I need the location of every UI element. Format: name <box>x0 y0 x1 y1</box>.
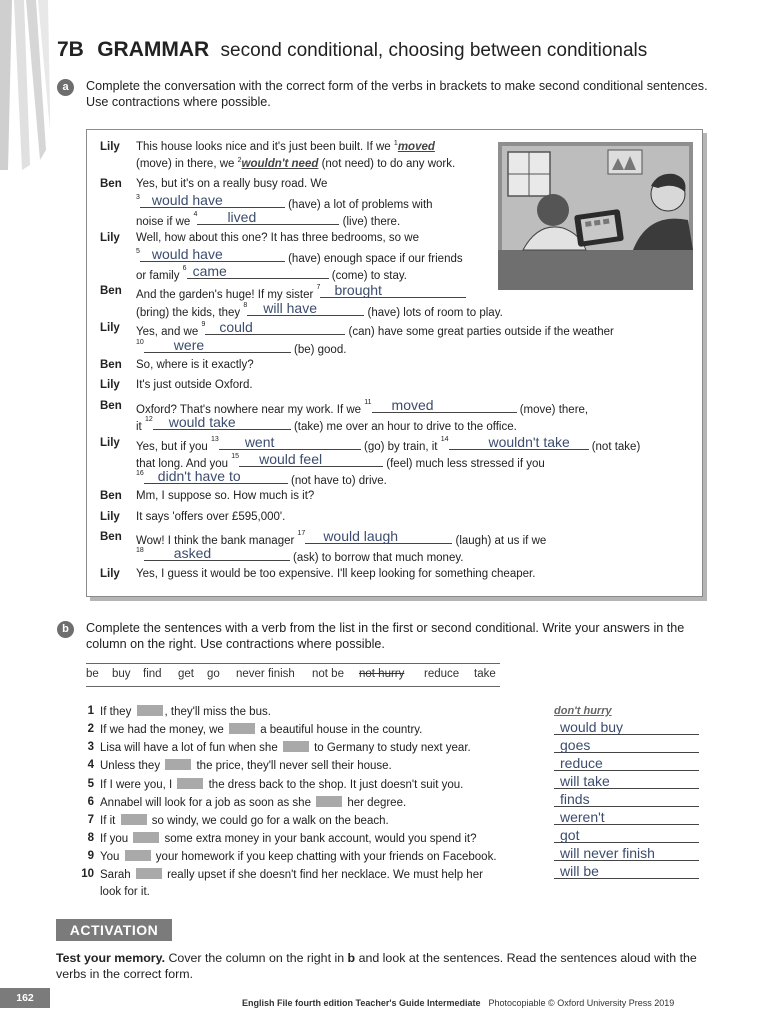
word-item: take <box>474 668 496 680</box>
answer-blank-14[interactable]: wouldn't take <box>449 437 589 450</box>
dialogue-line: Wow! I think the bank manager $^{17}$ would laugh (laugh) at us if we <box>136 528 547 547</box>
word-item: find <box>143 668 162 680</box>
answer-blank-13[interactable]: went <box>219 437 361 450</box>
unit-code: 7B <box>57 38 84 61</box>
answer-blank-11[interactable]: moved <box>372 400 517 413</box>
answer-blank-15[interactable]: would feel <box>239 454 383 467</box>
word-item: reduce <box>424 668 460 680</box>
dialogue-line: Mm, I suppose so. How much is it? <box>136 490 315 502</box>
sentence-gap <box>316 796 342 807</box>
sentence: Sarah really upset if she doesn't find her necklace. We must help her <box>100 869 483 881</box>
dialogue-line: it $^{12}$ would take (take) me over an hour to drive to the office. <box>136 414 517 433</box>
sentence-number: 1 <box>87 705 94 717</box>
footer: English File fourth edition Teacher's Guide Intermediate Photocopiable © Oxford University Press 2019 <box>242 998 675 1008</box>
page-subtitle: second conditional, choosing between conditionals <box>220 40 648 61</box>
example-answer-1: moved <box>397 141 435 153</box>
dialogue-line: Yes, I guess it would be too expensive. I'll keep looking for something cheaper. <box>136 568 536 580</box>
example-answer-2: wouldn't need <box>241 158 319 170</box>
speaker-ben: Ben <box>100 285 122 297</box>
dialogue-line: or family $^6$ came (come) to stay. <box>136 263 407 282</box>
answer-blank-5[interactable]: would have <box>140 249 285 262</box>
word-item: buy <box>112 668 131 680</box>
dialogue-line: (move) in there, we $^2$wouldn't need (not need) to do any work. <box>136 157 456 170</box>
sentence: If they , they'll miss the bus. <box>100 706 271 718</box>
dialogue-line: Oxford? That's nowhere near my work. If we $^{11}$ moved (move) there, <box>136 397 589 416</box>
answer-blank-4[interactable]: lived <box>197 212 339 225</box>
answer-blank-6[interactable]: came <box>187 266 329 279</box>
exercise-a-badge: a <box>57 79 74 96</box>
word-list-box <box>86 663 500 687</box>
dialogue-line: $^{10}$ were (be) good. <box>136 337 347 356</box>
dialogue-line: And the garden's huge! If my sister $^7$ brought <box>136 285 466 301</box>
answer-line-5[interactable]: will take <box>554 774 699 789</box>
dialogue-line: Yes, but if you $^{13}$ went (go) by train, it $^{14}$ wouldn't take (not take) <box>136 434 641 453</box>
page-title <box>57 38 647 62</box>
sentence: If you some extra money in your bank account, would you spend it? <box>100 833 477 845</box>
speaker-ben: Ben <box>100 359 122 371</box>
speaker-lily: Lily <box>100 379 120 391</box>
speaker-lily: Lily <box>100 437 120 449</box>
answer-blank-7[interactable]: brought <box>320 285 466 298</box>
dialogue-line: $^5$ would have (have) enough space if our friends <box>136 246 463 265</box>
sentence-number: 4 <box>87 759 94 771</box>
sentence: Lisa will have a lot of fun when she to Germany to study next year. <box>100 742 471 754</box>
activation-label: ACTIVATION <box>56 919 172 941</box>
answer-line-10[interactable]: will be <box>554 864 699 879</box>
answer-line-9[interactable]: will never finish <box>554 846 699 861</box>
sentence-number: 10 <box>81 868 94 880</box>
dialogue-line: $^{18}$ asked (ask) to borrow that much money. <box>136 545 464 564</box>
section-word: GRAMMAR <box>97 38 210 61</box>
dialogue-line: (bring) the kids, they $^8$ will have (have) lots of room to play. <box>136 300 503 319</box>
sentence-number: 6 <box>87 796 94 808</box>
answer-blank-17[interactable]: would laugh <box>305 531 452 544</box>
couple-with-tablet-illustration <box>498 142 693 290</box>
speaker-lily: Lily <box>100 141 120 153</box>
answer-line-6[interactable]: finds <box>554 792 699 807</box>
speaker-lily: Lily <box>100 568 120 580</box>
sentence: Unless they the price, they'll never sell their house. <box>100 760 392 772</box>
answer-blank-3[interactable]: would have <box>140 195 285 208</box>
speaker-ben: Ben <box>100 531 122 543</box>
word-item: be <box>86 668 99 680</box>
exercise-b-instruction: Complete the sentences with a verb from the list in the first or second conditional. Write your answers in the column on the right. Use contractions where possible. <box>86 621 685 651</box>
word-item: get <box>178 668 194 680</box>
sentence: If I were you, I the dress back to the shop. It just doesn't suit you. <box>100 779 464 791</box>
speaker-ben: Ben <box>100 490 122 502</box>
sentence-number: 2 <box>87 723 94 735</box>
sentence: If it so windy, we could go for a walk on the beach. <box>100 815 389 827</box>
sentence-number: 8 <box>87 832 94 844</box>
sentence-gap <box>133 832 159 843</box>
corner-decoration <box>0 0 50 170</box>
dialogue-line: Yes, and we $^9$ could (can) have some great parties outside if the weather <box>136 319 614 338</box>
speaker-lily: Lily <box>100 232 120 244</box>
word-item: not be <box>312 668 344 680</box>
sentence-gap <box>229 723 255 734</box>
sentence-gap <box>137 705 163 716</box>
speaker-ben: Ben <box>100 178 122 190</box>
exercise-b-badge: b <box>57 621 74 638</box>
word-item: never finish <box>236 668 295 680</box>
page-number: 162 <box>0 988 50 1008</box>
answer-blank-12[interactable]: would take <box>153 417 291 430</box>
answer-line-3[interactable]: goes <box>554 738 699 753</box>
dialogue-line: $^3$ would have (have) a lot of problems with <box>136 192 433 211</box>
sentence: Annabel will look for a job as soon as she her degree. <box>100 797 407 809</box>
answer-line-4[interactable]: reduce <box>554 756 699 771</box>
sentence: You your homework if you keep chatting with your friends on Facebook. <box>100 851 497 863</box>
speaker-lily: Lily <box>100 322 120 334</box>
dialogue-line: So, where is it exactly? <box>136 359 254 371</box>
sentence-number: 5 <box>87 778 94 790</box>
dialogue-line: $^{16}$ didn't have to (not have to) drive. <box>136 468 387 487</box>
word-item-used: not hurry <box>359 668 405 680</box>
sentence-number: 3 <box>87 741 94 753</box>
dialogue-line: Well, how about this one? It has three bedrooms, so we <box>136 232 419 244</box>
exercise-a-instruction: Complete the conversation with the correct form of the verbs in brackets to make second conditional sentences. Use contractions where possible. <box>86 79 708 109</box>
answer-blank-9[interactable]: could <box>205 322 345 335</box>
activation-text: Test your memory. Cover the column on the right in b and look at the sentences. Read the sentences aloud with the verbs in the correct form. <box>56 951 697 981</box>
answer-line-2[interactable]: would buy <box>554 720 699 735</box>
speaker-ben: Ben <box>100 400 122 412</box>
word-item: go <box>207 668 220 680</box>
answer-blank-16[interactable]: didn't have to <box>144 471 288 484</box>
answer-line-8[interactable]: got <box>554 828 699 843</box>
dialogue-line: This house looks nice and it's just been built. If we $^1$moved <box>136 140 435 153</box>
sentence-gap <box>177 778 203 789</box>
speaker-lily: Lily <box>100 511 120 523</box>
sentence-number: 9 <box>87 850 94 862</box>
dialogue-line: Yes, but it's on a really busy road. We <box>136 178 328 190</box>
answer-blank-18[interactable]: asked <box>144 548 290 561</box>
dialogue-line: noise if we $^4$ lived (live) there. <box>136 209 401 228</box>
dialogue-line: It's just outside Oxford. <box>136 379 253 391</box>
sentence-gap <box>125 850 151 861</box>
dialogue-line: that long. And you $^{15}$ would feel (feel) much less stressed if you <box>136 451 545 470</box>
sentence-gap <box>121 814 147 825</box>
answer-blank-10[interactable]: were <box>144 340 291 353</box>
answer-blank-8[interactable]: will have <box>247 303 364 316</box>
sentence: If we had the money, we a beautiful house in the country. <box>100 724 423 736</box>
sentence-continuation: look for it. <box>100 886 150 898</box>
answer-line-7[interactable]: weren't <box>554 810 699 825</box>
sentence-gap <box>136 868 162 879</box>
dialogue-line: It says 'offers over £595,000'. <box>136 511 286 523</box>
sentence-gap <box>283 741 309 752</box>
sentence-gap <box>165 759 191 770</box>
answer-column-example: don't hurry <box>554 705 612 717</box>
sentence-number: 7 <box>87 814 94 826</box>
